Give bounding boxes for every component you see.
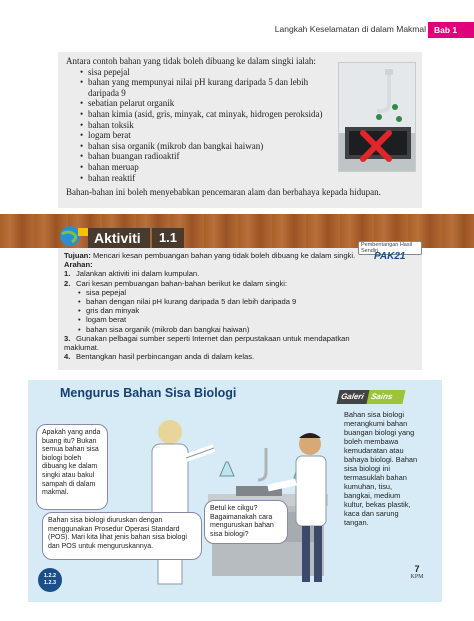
list-item: • bahan sisa organik (mikrob dan bangkai haiwan) [88,141,334,152]
steps-list [64,269,364,361]
activity-text [64,251,364,361]
pak21-logo: PAK21 [374,251,406,262]
examples-box [58,52,422,208]
tujuan-text: Mencari kesan pembuangan bahan yang tidak boleh dibuang ke dalam singki. [92,251,356,260]
tujuan-label: Tujuan: [64,251,91,260]
list-item: • bahan reaktif [88,173,334,184]
list-item: • bahan yang mempunyai nilai pH kurang daripada 5 dan lebih daripada 9 [88,77,334,98]
lab-illustration [118,402,342,594]
speech-bubble-student: Betul ke cikgu? Bagaimanakah cara menguruskan bahan sisa biologi? [204,500,288,544]
page-header [274,22,474,38]
sink-photo [338,62,416,172]
list-item: • gris dan minyak [86,306,364,315]
examples-intro: Antara contoh bahan yang tidak boleh dibuang ke dalam singki ialah: [66,56,316,66]
list-item: • logam berat [86,315,364,324]
page-footer [406,564,428,580]
standard-codes: 1.2.2 1.2.3 [38,568,62,592]
list-item: • logam berat [88,130,334,141]
list-item: 3. Gunakan pelbagai sumber seperti Internet dan perpustakaan untuk mendapatkan maklumat. [64,333,350,353]
chapter-title: Langkah Keselamatan di dalam Makmal [274,24,426,34]
globe-icon [54,224,90,246]
sains-label: Sains [367,390,406,404]
examples-closing: Bahan-bahan ini boleh menyebabkan pencemaran alam dan berbahaya kepada hidupan. [66,187,381,197]
page-number: 7 [414,564,420,574]
activity-label: Aktiviti [88,228,150,248]
sub-list [86,288,364,334]
list-item: • bahan toksik [88,120,334,131]
galeri-sains-badge [338,390,408,404]
list-item: • sisa pepejal [86,288,364,297]
tujuan [64,251,364,260]
activity-number: 1.1 [152,228,184,248]
activity-box [58,242,422,370]
list-item: • sebatian pelarut organik [88,98,334,109]
publisher-label: KPM [410,574,424,580]
section-title: Mengurus Bahan Sisa Biologi [60,386,237,400]
list-item: • sisa pepejal [88,67,334,78]
chapter-tab: Bab 1 [428,22,474,38]
list-item: 2. Cari kesan pembuangan bahan-bahan berikut ke dalam singki: • sisa pepejal • bahan dengan nilai pH kurang daripada 5 dan lebih daripada 9 • gris dan minyak • logam berat • bahan sisa organik (mikrob dan bangkai haiwan) [64,279,364,334]
sink-illustration [339,63,416,172]
list-item: • bahan buangan radioaktif [88,151,334,162]
activity-badge [54,228,204,248]
galeri-label: Galeri [337,390,372,404]
examples-text [66,56,334,183]
examples-list [88,67,334,184]
list-item: 4. Bentangkan hasil perbincangan anda di dalam kelas. [64,352,255,362]
list-item: • bahan sisa organik (mikrob dan bangkai haiwan) [86,325,364,334]
speech-bubble-teacher: Apakah yang anda buang itu? Bukan semua bahan sisa biologi boleh dibuang ke dalam singki atau bakul sampah di dalam makmal. [36,424,108,510]
list-item: • bahan meruap [88,162,334,173]
list-item: • bahan kimia (asid, gris, minyak, cat minyak, hidrogen peroksida) [88,109,334,120]
speech-bubble-pos: Bahan sisa biologi diuruskan dengan menggunakan Prosedur Operasi Standard (POS). Mari kita lihat jenis bahan sisa biologi dan POS untuk menguruskannya. [42,512,202,560]
biological-waste-section [28,380,442,602]
list-item: 1. Jalankan aktiviti ini dalam kumpulan. [64,269,200,279]
list-item: • bahan dengan nilai pH kurang daripada 5 dan lebih daripada 9 [86,297,364,306]
galeri-text: Bahan sisa biologi merangkumi bahan buangan biologi yang boleh membawa kemudaratan atau bahaya biologi. Bahan sisa biologi ini termasuklah bahan kumuhan, tisu, bangkai, medium kultur, bekas plastik, kaca dan sarung tangan. [344,410,418,527]
activity-tag: Pembentangan Hasil Sendiri [358,241,422,255]
arahan-label: Arahan: [64,260,93,270]
